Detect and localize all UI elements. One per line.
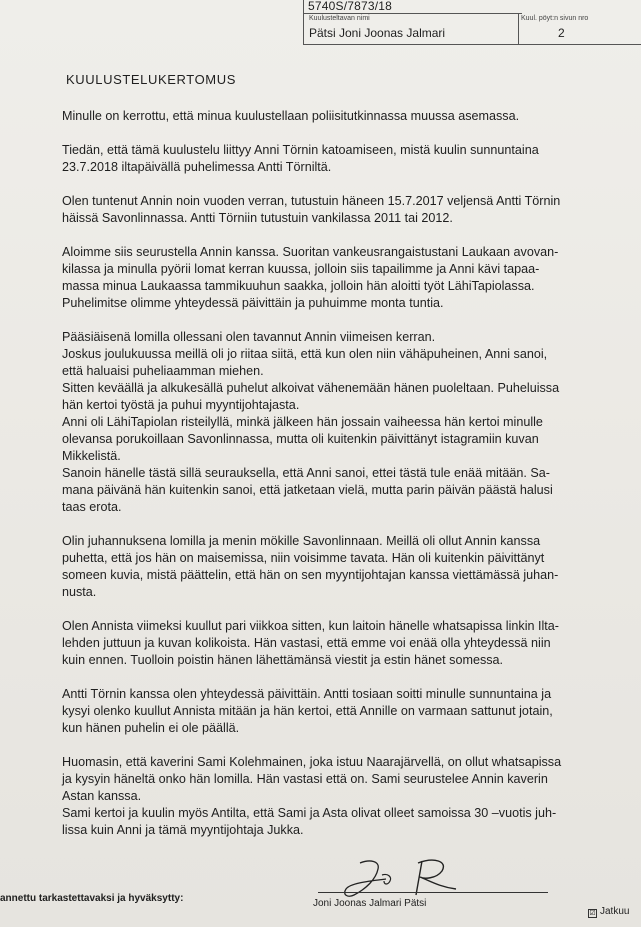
text-line: Astan kanssa. bbox=[62, 789, 142, 803]
statement-paragraph bbox=[62, 533, 632, 601]
text-line: Olen tuntenut Annin noin vuoden verran, tutustuin häneen 15.7.2017 veljensä Antti Törnin bbox=[62, 194, 561, 208]
text-line: kun hänen puhelin ei ole päällä. bbox=[62, 721, 240, 735]
text-line: kysyi olenko kuullut Annista mitään ja hän kertoi, että Annille on varmaan sattunut jotain, bbox=[62, 704, 553, 718]
text-line: Aloimme siis seurustella Annin kanssa. Suoritan vankeusrangaistustani Laukaan avovan- bbox=[62, 245, 559, 259]
statement-paragraph bbox=[62, 686, 632, 737]
text-line: Minulle on kerrottu, että minua kuulustellaan poliisitutkinnassa muussa asemassa. bbox=[62, 109, 520, 123]
statement-body bbox=[62, 108, 632, 856]
text-line: Sanoin hänelle tästä sillä seurauksella, että Anni sanoi, ettei tästä tule enää mitään. Sa- bbox=[62, 466, 550, 480]
text-line: Huomasin, että kaverini Sami Kolehmainen, joka istuu Naarajärvellä, on ollut whatsapissa bbox=[62, 755, 562, 769]
name-value: Pätsi Joni Joonas Jalmari bbox=[309, 26, 446, 40]
text-line: kilassa ja minulla pyörii lomat kerran kuussa, jolloin siis tapailimme ja Anni kävi tapaa- bbox=[62, 262, 540, 276]
header-divider bbox=[518, 13, 519, 44]
text-line: Joskus joulukuussa meillä oli jo riitaa siitä, että kun olen niin vähäpuheinen, Anni sanoi, bbox=[62, 347, 548, 361]
signature-line bbox=[318, 892, 548, 893]
text-line: olevansa porukoillaan Savonlinnassa, mutta oli kuitenkin päivittänyt istagramiin kuvan bbox=[62, 432, 539, 446]
check-icon: ☑ bbox=[589, 910, 596, 917]
statement-paragraph bbox=[62, 618, 632, 669]
statement-paragraph bbox=[62, 244, 632, 312]
statement-paragraph bbox=[62, 329, 632, 516]
text-line: Mikkelistä. bbox=[62, 449, 121, 463]
text-line: massa minua Laukaassa tammikuuhun saakka, jolloin hän aloitti työt LähiTapiolassa. bbox=[62, 279, 535, 293]
page-number-label: Kuul. pöyt:n sivun nro bbox=[521, 15, 589, 22]
statement-paragraph bbox=[62, 142, 632, 176]
continues-label: Jatkuu bbox=[600, 906, 630, 917]
text-line: Olen Annista viimeksi kuullut pari viikkoa sitten, kun laitoin hänelle whatsapissa linkin Ilta- bbox=[62, 619, 559, 633]
text-line: Pääsiäisenä lomilla ollessani olen tavannut Annin viimeisen kerran. bbox=[62, 330, 436, 344]
document-title: KUULUSTELUKERTOMUS bbox=[66, 72, 236, 87]
header-form-box bbox=[303, 0, 641, 45]
text-line: Puhelimitse olimme yhteydessä päivittäin ja puhuimme monta tuntia. bbox=[62, 296, 444, 310]
signatory-name: Joni Joonas Jalmari Pätsi bbox=[313, 898, 427, 909]
text-line: Olin juhannuksena lomilla ja menin mökille Savonlinnaan. Meillä oli ollut Annin kanssa bbox=[62, 534, 541, 548]
continues-indicator bbox=[588, 906, 629, 918]
statement-paragraph bbox=[62, 754, 632, 839]
approval-label: annettu tarkastettavaksi ja hyväksytty: bbox=[0, 893, 184, 904]
text-line: häissä Savonlinnassa. Antti Törniin tutustuin vankilassa 2011 tai 2012. bbox=[62, 211, 453, 225]
text-line: taas erota. bbox=[62, 500, 122, 514]
text-line: Sami kertoi ja kuulin myös Antilta, että Sami ja Asta olivat olleet samoissa 30 –vuotis juh- bbox=[62, 806, 557, 820]
text-line: nusta. bbox=[62, 585, 97, 599]
handwritten-signature bbox=[330, 855, 470, 900]
text-line: Sitten keväällä ja alkukesällä puhelut alkoivat vähenemään hänen puoleltaan. Puheluissa bbox=[62, 381, 560, 395]
text-line: Anni oli LähiTapiolan risteilyllä, minkä jälkeen hän jossain vaiheessa hän kertoi minulle bbox=[62, 415, 543, 429]
text-line: hän kertoi työstä ja puhui myyntijohtajasta. bbox=[62, 398, 300, 412]
case-number: 5740S/7873/18 bbox=[304, 0, 522, 14]
text-line: kuin ennen. Tuolloin poistin hänen lähettämänsä viestit ja estin hänet somessa. bbox=[62, 653, 504, 667]
text-line: Tiedän, että tämä kuulustelu liittyy Anni Törnin katoamiseen, mistä kuulin sunnuntaina bbox=[62, 143, 539, 157]
text-line: ja kysyin häneltä onko hän lomilla. Hän vastasi että on. Sami seurustelee Annin kaverin bbox=[62, 772, 548, 786]
text-line: lissa kuin Anni ja tämä myyntijohtaja Jukka. bbox=[62, 823, 304, 837]
statement-paragraph bbox=[62, 108, 632, 125]
text-line: 23.7.2018 iltapäivällä puhelimessa Antti Törniltä. bbox=[62, 160, 332, 174]
text-line: Antti Törnin kanssa olen yhteydessä päivittäin. Antti tosiaan soitti minulle sunnuntaina ja bbox=[62, 687, 552, 701]
text-line: lehden juttuun ja kuvan kolikoista. Hän vastasi, että emme voi enää olla yhteydessä niin bbox=[62, 636, 551, 650]
text-line: puhetta, että jos hän on maisemissa, niin voisimme tavata. Hän oli kuitenkin päivittänyt bbox=[62, 551, 545, 565]
text-line: että haluaisi puheliaamman miehen. bbox=[62, 364, 264, 378]
name-label: Kuulusteltavan nimi bbox=[309, 15, 370, 22]
text-line: mana päivänä hän kuitenkin sanoi, että jatketaan vielä, mutta parin päivän päästä halusi bbox=[62, 483, 553, 497]
statement-paragraph bbox=[62, 193, 632, 227]
text-line: someen kuvia, mistä päättelin, että hän on sen myyntijohtajan kanssa viettämässä juhan- bbox=[62, 568, 559, 582]
page-number-value: 2 bbox=[558, 26, 565, 40]
